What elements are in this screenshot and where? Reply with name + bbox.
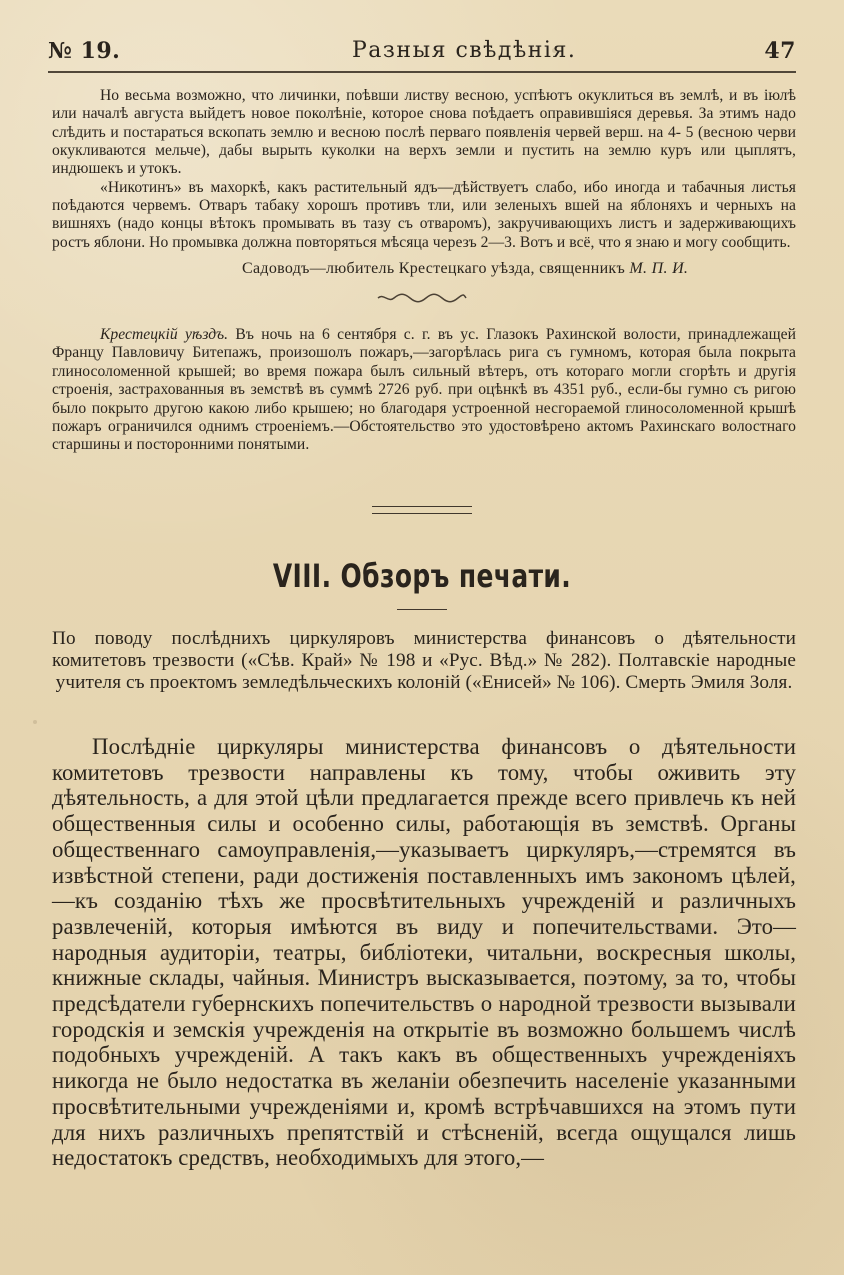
issue-number: № 19. [48, 38, 121, 64]
page-number: 47 [764, 38, 796, 64]
fire-report [52, 326, 796, 455]
running-header [48, 37, 796, 73]
gardening-paragraph-1: Но весьма возможно, что личинки, поѣвши листву весною, успѣютъ окуклиться въ землѣ, и въ іюлѣ или началѣ августа выйдетъ новое поколѣніе, которое снова поѣдаетъ оправившіяся деревья. За этимъ надо слѣдить и постараться вскопать землю и весною послѣ перваго появленія червей верш. на 4- 5 (весною черви окукливаются мельче), дабы вырыть куколки на верхъ земли и пустить на землю куръ или цыплятъ, индюшекъ и утокъ. [52, 87, 796, 178]
section-summary: По поводу послѣднихъ циркуляровъ министерства финансовъ о дѣятельности комитетовъ трезвости («Сѣв. Край» № 198 и «Рус. Вѣд.» № 282). Полтавскіе народные учителя съ проектомъ земледѣльческихъ колоній («Енисей» № 106). Смерть Эмиля Золя. [52, 628, 796, 694]
report-place: Крестецкій уѣздъ. [100, 326, 229, 343]
report-text: Въ ночь на 6 сентября с. г. въ ус. Глазокъ Рахинской волости, принадлежащей Францу Павловичу Битепажъ, произошолъ пожаръ,—загорѣлась рига съ гумномъ, которая была покрыта глиносоломенной крышей; во время пожара былъ сильный вѣтеръ, отъ котораго могли сгорѣть и другія строенія, застрахованныя въ земствѣ въ суммѣ 2726 руб. при оцѣнкѣ въ 4351 руб., если-бы гумно съ ригою было покрыто другою какою либо крышею; но благодаря устроенной несгораемой глиносоломенной крышѣ пожаръ ограничился однимъ строеніемъ.—Обстоятельство это удостовѣрено актомъ Рахинскаго волостнаго старшины и посторонними понятыми. [52, 326, 796, 454]
section-heading: VIII. Обзоръ печати. [272, 557, 572, 595]
gardening-article [52, 87, 796, 252]
gardening-paragraph-2: «Никотинъ» въ махоркѣ, какъ растительный ядъ—дѣйствуетъ слабо, ибо иногда и табачныя листья поѣдаются червемъ. Отваръ табаку хорошъ противъ тли, или зеленыхъ вшей на яблоняхъ и черныхъ на вишняхъ (надо концы вѣтокъ промывать въ тазу съ отваромъ), закручивающихъ листъ и задерживающихъ ростъ яблони. Но промывка должна повторяться мѣсяца черезъ 2—3. Вотъ и всё, что я знаю и могу сообщить. [52, 178, 796, 251]
paper-speck [33, 720, 37, 724]
fire-report-paragraph [52, 326, 796, 455]
section-name: Разныя свѣдѣнія. [352, 38, 577, 63]
article-signature [242, 259, 762, 279]
signature-initials: М. П. И. [629, 260, 689, 277]
signature-text: Садоводъ—любитель Крестецкаго уѣзда, священникъ [242, 260, 626, 277]
double-rule-divider [372, 506, 472, 514]
press-review-body [52, 734, 796, 1171]
short-rule-divider [397, 609, 447, 610]
wavy-ornament-divider [376, 292, 468, 304]
press-review-paragraph: Послѣдніе циркуляры министерства финансовъ о дѣятельности комитетовъ трезвости направлены къ тому, чтобы оживить эту дѣятельность, а для этой цѣли предлагается прежде всего привлечь къ ней общественныя силы и особенно силы, работающія въ земствѣ. Органы общественнаго самоуправленія,—указываетъ циркуляръ,—стремятся въ извѣстной степени, ради достиженія поставленныхъ имъ закономъ цѣлей,—къ созданію тѣхъ же просвѣтительныхъ учрежденій и различныхъ развлеченій, которыя имѣются въ виду и попечительствами. Это—народныя аудиторіи, театры, библіотеки, читальни, воскресныя школы, книжные склады, чайныя. Министръ высказывается, поэтому, за то, чтобы предсѣдатели губернскихъ попечительствъ о народной трезвости вызывали городскія и земскія учрежденія на открытіе въ возможно большемъ числѣ подобныхъ учрежденій. А такъ какъ въ общественныхъ учрежденіяхъ никогда не было недостатка въ желаніи обезпечить населеніе указанными просвѣтительными учрежденіями и, кромѣ встрѣчавшихся на этомъ пути для нихъ различныхъ препятствій и стѣсненій, всегда ощущался лишь недостатокъ средствъ, необходимыхъ для этого,— [52, 734, 796, 1171]
